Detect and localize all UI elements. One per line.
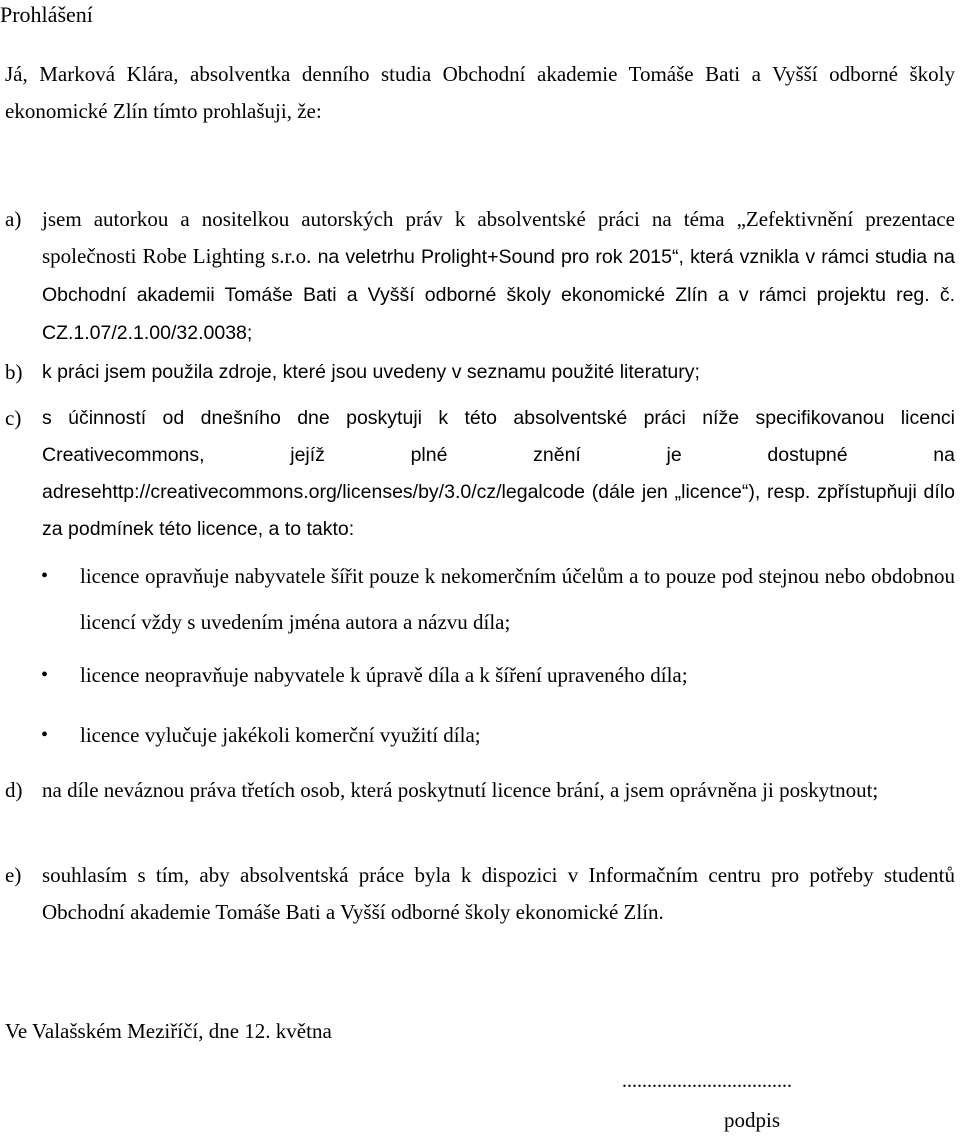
bullet-text: licence opravňuje nabyvatele šířit pouze k nekomerčním účelům a to pouze pod stejnou nebo obdobnou licencí vždy s uvedením jména autora a názvu díla; (80, 564, 955, 634)
item-text: na díle neváznou práva třetích osob, která poskytnutí licence brání, a jsem oprávněna ji poskytnout; (42, 778, 879, 802)
declaration-item-c (5, 400, 955, 548)
item-text: souhlasím s tím, aby absolventská práce byla k dispozici v Informačním centru pro potřeby studentů Obchodní akademie Tomáše Bati a Vyšší odborné školy ekonomické Zlín. (42, 863, 955, 924)
item-marker: d) (5, 778, 23, 802)
item-text: k práci jsem použila zdroje, které jsou uvedeny v seznamu použité literatury; (42, 361, 700, 383)
signature-label: podpis (724, 1108, 781, 1132)
item-text (42, 201, 955, 352)
item-marker: a) (5, 207, 22, 231)
item-text-serif: jsem autorkou a nositelkou autorských práv k absolventské práci na téma „Zefektivnění prezentace společnosti Robe Lighting s.r.o. (42, 207, 955, 268)
item-marker: c) (5, 406, 22, 430)
item-marker: b) (5, 360, 23, 384)
bullet-dot: • (41, 724, 49, 746)
item-text-sans: na veletrhu Prolight+Sound pro rok 2015“, která vznikla v rámci studia na Obchodní akademii Tomáše Bati a Vyšší odborné školy ekonomické Zlín a v rámci projektu reg. č. CZ.1.07/2.1.00/32.0038; (42, 246, 955, 344)
declaration-item-e (5, 857, 955, 931)
declaration-item-a (5, 201, 955, 352)
place-and-date: Ve Valašském Meziříčí, dne 12. května (5, 1019, 332, 1043)
signature-line: .................................. (622, 1070, 792, 1092)
license-bullet (41, 717, 955, 754)
page-title: Prohlášení (0, 2, 93, 27)
declaration-item-d (5, 772, 955, 809)
item-marker: e) (5, 863, 22, 887)
intro-paragraph: Já, Marková Klára, absolventka denního studia Obchodní akademie Tomáše Bati a Vyšší odborné školy ekonomické Zlín tímto prohlašuji, že: (5, 62, 955, 123)
license-bullet (41, 553, 955, 645)
declaration-item-b (5, 354, 955, 391)
license-bullet (41, 657, 955, 694)
bullet-dot: • (41, 664, 49, 686)
bullet-text: licence neopravňuje nabyvatele k úpravě díla a k šíření upraveného díla; (80, 663, 688, 687)
item-text: s účinností od dnešního dne poskytuji k této absolventské práci níže specifikovanou licenci Creativecommons, jejíž plné znění je dostupné na adresehttp://creativecommons.org/licenses/by/3.0/cz/legalcode (dále jen „licence“), resp. zpřístupňuji dílo za podmínek této licence, a to takto: (42, 407, 955, 540)
bullet-dot: • (41, 565, 49, 587)
bullet-text: licence vylučuje jakékoli komerční využití díla; (80, 723, 481, 747)
